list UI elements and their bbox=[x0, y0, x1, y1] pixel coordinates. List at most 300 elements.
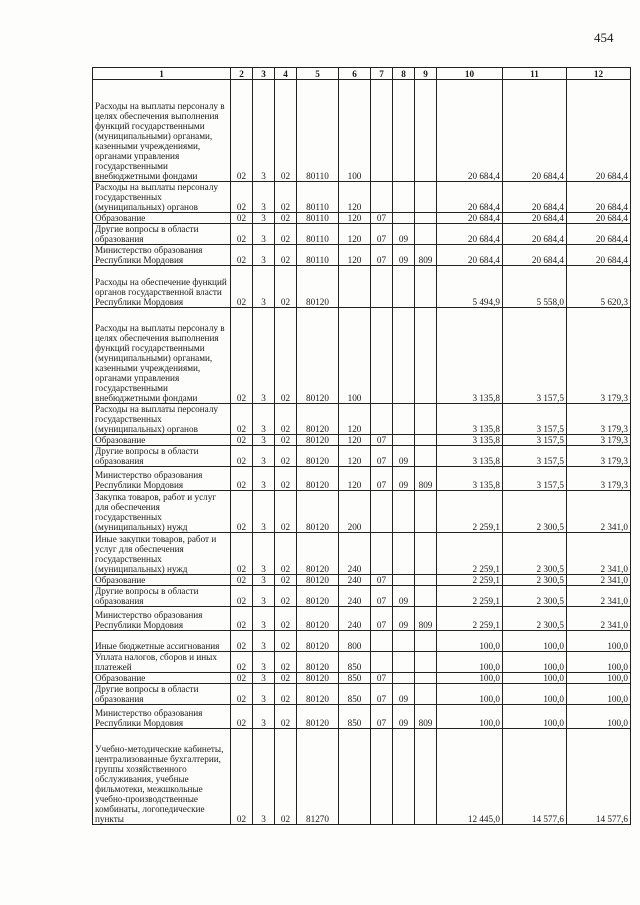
code-cell: 3 bbox=[253, 586, 275, 607]
amount-cell: 100,0 bbox=[437, 631, 503, 652]
code-cell bbox=[393, 182, 415, 213]
row-name-cell: Иные закупки товаров, работ и услуг для обеспечения государственных (муниципальных) нужд bbox=[93, 533, 231, 575]
code-cell bbox=[393, 652, 415, 673]
table-body bbox=[93, 80, 631, 825]
amount-cell: 3 135,8 bbox=[437, 435, 503, 446]
amount-cell: 2 341,0 bbox=[567, 533, 631, 575]
code-cell: 02 bbox=[231, 404, 253, 435]
code-cell: 3 bbox=[253, 575, 275, 586]
code-cell: 02 bbox=[275, 308, 297, 404]
amount-cell: 100,0 bbox=[437, 652, 503, 673]
code-cell: 07 bbox=[371, 684, 393, 705]
code-cell: 02 bbox=[275, 446, 297, 467]
code-cell: 07 bbox=[371, 705, 393, 729]
amount-cell: 20 684,4 bbox=[567, 213, 631, 224]
amount-cell: 20 684,4 bbox=[567, 80, 631, 182]
code-cell bbox=[393, 80, 415, 182]
code-cell: 02 bbox=[275, 705, 297, 729]
code-cell bbox=[415, 435, 437, 446]
code-cell bbox=[415, 586, 437, 607]
code-cell: 240 bbox=[339, 586, 371, 607]
code-cell: 02 bbox=[275, 673, 297, 684]
code-cell bbox=[415, 213, 437, 224]
code-cell bbox=[415, 575, 437, 586]
column-header: 7 bbox=[371, 68, 393, 80]
code-cell: 3 bbox=[253, 467, 275, 491]
amount-cell: 20 684,4 bbox=[437, 213, 503, 224]
code-cell: 09 bbox=[393, 467, 415, 491]
table-row bbox=[93, 404, 631, 435]
code-cell: 02 bbox=[231, 652, 253, 673]
code-cell bbox=[415, 631, 437, 652]
code-cell: 3 bbox=[253, 673, 275, 684]
row-name-cell: Другие вопросы в области образования bbox=[93, 224, 231, 245]
code-cell: 07 bbox=[371, 673, 393, 684]
table-row bbox=[93, 533, 631, 575]
amount-cell: 20 684,4 bbox=[503, 80, 567, 182]
code-cell: 09 bbox=[393, 705, 415, 729]
code-cell: 07 bbox=[371, 245, 393, 266]
code-cell: 02 bbox=[275, 607, 297, 631]
code-cell: 240 bbox=[339, 533, 371, 575]
code-cell: 80120 bbox=[297, 652, 339, 673]
code-cell: 120 bbox=[339, 467, 371, 491]
code-cell: 09 bbox=[393, 607, 415, 631]
amount-cell: 20 684,4 bbox=[567, 182, 631, 213]
amount-cell: 5 558,0 bbox=[503, 266, 567, 308]
code-cell: 809 bbox=[415, 467, 437, 491]
code-cell: 120 bbox=[339, 224, 371, 245]
amount-cell: 2 300,5 bbox=[503, 607, 567, 631]
code-cell: 80120 bbox=[297, 491, 339, 533]
code-cell: 80120 bbox=[297, 446, 339, 467]
code-cell: 02 bbox=[231, 575, 253, 586]
code-cell: 3 bbox=[253, 435, 275, 446]
code-cell: 120 bbox=[339, 404, 371, 435]
column-header: 12 bbox=[567, 68, 631, 80]
budget-table bbox=[92, 67, 631, 825]
code-cell bbox=[393, 533, 415, 575]
code-cell: 3 bbox=[253, 705, 275, 729]
row-name-cell: Другие вопросы в области образования bbox=[93, 446, 231, 467]
code-cell: 3 bbox=[253, 607, 275, 631]
amount-cell: 2 259,1 bbox=[437, 575, 503, 586]
row-name-cell: Министерство образования Республики Мордовия bbox=[93, 705, 231, 729]
code-cell: 02 bbox=[275, 575, 297, 586]
code-cell: 3 bbox=[253, 404, 275, 435]
code-cell: 02 bbox=[231, 491, 253, 533]
amount-cell: 3 157,5 bbox=[503, 308, 567, 404]
code-cell: 809 bbox=[415, 245, 437, 266]
amount-cell: 2 341,0 bbox=[567, 491, 631, 533]
code-cell: 09 bbox=[393, 245, 415, 266]
code-cell: 3 bbox=[253, 80, 275, 182]
code-cell: 200 bbox=[339, 491, 371, 533]
code-cell bbox=[371, 182, 393, 213]
amount-cell: 3 179,3 bbox=[567, 467, 631, 491]
code-cell: 02 bbox=[231, 673, 253, 684]
table-row bbox=[93, 631, 631, 652]
code-cell: 09 bbox=[393, 586, 415, 607]
code-cell bbox=[393, 435, 415, 446]
amount-cell: 3 135,8 bbox=[437, 308, 503, 404]
column-header: 5 bbox=[297, 68, 339, 80]
row-name-cell: Образование bbox=[93, 213, 231, 224]
code-cell: 80120 bbox=[297, 705, 339, 729]
table-row bbox=[93, 586, 631, 607]
code-cell: 80120 bbox=[297, 673, 339, 684]
code-cell bbox=[371, 80, 393, 182]
code-cell: 02 bbox=[231, 684, 253, 705]
code-cell: 809 bbox=[415, 607, 437, 631]
amount-cell: 100,0 bbox=[503, 705, 567, 729]
code-cell: 80120 bbox=[297, 575, 339, 586]
code-cell bbox=[415, 491, 437, 533]
code-cell: 02 bbox=[275, 729, 297, 825]
code-cell bbox=[393, 491, 415, 533]
code-cell bbox=[393, 631, 415, 652]
code-cell: 80120 bbox=[297, 266, 339, 308]
amount-cell: 20 684,4 bbox=[437, 224, 503, 245]
amount-cell: 20 684,4 bbox=[437, 182, 503, 213]
code-cell: 3 bbox=[253, 213, 275, 224]
code-cell: 80110 bbox=[297, 80, 339, 182]
row-name-cell: Министерство образования Республики Мордовия bbox=[93, 607, 231, 631]
row-name-cell: Расходы на обеспечение функций органов государственной власти Республики Мордовия bbox=[93, 266, 231, 308]
row-name-cell: Расходы на выплаты персоналу в целях обеспечения выполнения функций государственными (муниципальными) органами, казенными учреждениями, органами управления государственными внебюджетными фондами bbox=[93, 80, 231, 182]
code-cell bbox=[415, 684, 437, 705]
code-cell bbox=[371, 491, 393, 533]
amount-cell: 20 684,4 bbox=[567, 224, 631, 245]
code-cell: 02 bbox=[275, 245, 297, 266]
row-name-cell: Расходы на выплаты персоналу в целях обеспечения выполнения функций государственными (муниципальными) органами, казенными учреждениями, органами управления государственными внебюджетными фондами bbox=[93, 308, 231, 404]
code-cell bbox=[415, 729, 437, 825]
amount-cell: 14 577,6 bbox=[567, 729, 631, 825]
table-row bbox=[93, 266, 631, 308]
code-cell: 80120 bbox=[297, 404, 339, 435]
amount-cell: 2 259,1 bbox=[437, 607, 503, 631]
table-row bbox=[93, 467, 631, 491]
row-name-cell: Министерство образования Республики Мордовия bbox=[93, 467, 231, 491]
code-cell: 02 bbox=[231, 607, 253, 631]
column-header: 2 bbox=[231, 68, 253, 80]
row-name-cell: Уплата налогов, сборов и иных платежей bbox=[93, 652, 231, 673]
code-cell bbox=[415, 673, 437, 684]
code-cell: 850 bbox=[339, 705, 371, 729]
code-cell bbox=[415, 182, 437, 213]
code-cell bbox=[339, 266, 371, 308]
code-cell: 02 bbox=[231, 631, 253, 652]
table-row bbox=[93, 705, 631, 729]
column-header: 4 bbox=[275, 68, 297, 80]
amount-cell: 12 445,0 bbox=[437, 729, 503, 825]
table-row bbox=[93, 213, 631, 224]
code-cell bbox=[393, 308, 415, 404]
amount-cell: 100,0 bbox=[567, 673, 631, 684]
amount-cell: 3 179,3 bbox=[567, 446, 631, 467]
amount-cell: 2 341,0 bbox=[567, 607, 631, 631]
code-cell: 02 bbox=[275, 435, 297, 446]
amount-cell: 3 135,8 bbox=[437, 446, 503, 467]
amount-cell: 20 684,4 bbox=[503, 224, 567, 245]
code-cell bbox=[415, 308, 437, 404]
code-cell: 240 bbox=[339, 607, 371, 631]
row-name-cell: Образование bbox=[93, 435, 231, 446]
code-cell: 80110 bbox=[297, 245, 339, 266]
table-row bbox=[93, 308, 631, 404]
code-cell bbox=[415, 446, 437, 467]
code-cell: 09 bbox=[393, 224, 415, 245]
code-cell bbox=[415, 533, 437, 575]
amount-cell: 100,0 bbox=[437, 705, 503, 729]
code-cell: 02 bbox=[231, 224, 253, 245]
code-cell: 80120 bbox=[297, 684, 339, 705]
code-cell: 02 bbox=[231, 182, 253, 213]
code-cell: 09 bbox=[393, 684, 415, 705]
code-cell: 07 bbox=[371, 607, 393, 631]
row-name-cell: Другие вопросы в области образования bbox=[93, 586, 231, 607]
code-cell bbox=[393, 729, 415, 825]
table-row bbox=[93, 435, 631, 446]
code-cell bbox=[393, 575, 415, 586]
amount-cell: 3 135,8 bbox=[437, 404, 503, 435]
code-cell bbox=[371, 266, 393, 308]
code-cell: 09 bbox=[393, 446, 415, 467]
code-cell: 800 bbox=[339, 631, 371, 652]
code-cell: 80120 bbox=[297, 435, 339, 446]
table-row bbox=[93, 245, 631, 266]
amount-cell: 20 684,4 bbox=[437, 80, 503, 182]
code-cell: 02 bbox=[275, 533, 297, 575]
page-number: 454 bbox=[594, 30, 614, 45]
code-cell: 3 bbox=[253, 684, 275, 705]
code-cell bbox=[415, 652, 437, 673]
row-name-cell: Министерство образования Республики Мордовия bbox=[93, 245, 231, 266]
code-cell bbox=[371, 729, 393, 825]
code-cell: 07 bbox=[371, 224, 393, 245]
amount-cell: 20 684,4 bbox=[503, 213, 567, 224]
code-cell bbox=[415, 266, 437, 308]
column-header: 6 bbox=[339, 68, 371, 80]
code-cell bbox=[415, 224, 437, 245]
code-cell bbox=[415, 80, 437, 182]
table-row bbox=[93, 607, 631, 631]
amount-cell: 2 300,5 bbox=[503, 586, 567, 607]
code-cell: 07 bbox=[371, 435, 393, 446]
amount-cell: 2 259,1 bbox=[437, 533, 503, 575]
code-cell: 07 bbox=[371, 213, 393, 224]
code-cell: 02 bbox=[231, 533, 253, 575]
code-cell: 850 bbox=[339, 673, 371, 684]
amount-cell: 3 157,5 bbox=[503, 446, 567, 467]
code-cell: 80120 bbox=[297, 533, 339, 575]
code-cell: 3 bbox=[253, 308, 275, 404]
column-header: 10 bbox=[437, 68, 503, 80]
code-cell: 3 bbox=[253, 266, 275, 308]
code-cell bbox=[393, 266, 415, 308]
amount-cell: 100,0 bbox=[567, 684, 631, 705]
amount-cell: 2 300,5 bbox=[503, 575, 567, 586]
amount-cell: 2 341,0 bbox=[567, 586, 631, 607]
amount-cell: 100,0 bbox=[567, 652, 631, 673]
code-cell bbox=[339, 729, 371, 825]
code-cell: 02 bbox=[231, 266, 253, 308]
row-name-cell: Закупка товаров, работ и услуг для обеспечения государственных (муниципальных) нужд bbox=[93, 491, 231, 533]
table-row bbox=[93, 80, 631, 182]
code-cell: 3 bbox=[253, 533, 275, 575]
code-cell: 07 bbox=[371, 467, 393, 491]
code-cell bbox=[393, 673, 415, 684]
code-cell: 02 bbox=[275, 266, 297, 308]
table-row bbox=[93, 652, 631, 673]
table-row bbox=[93, 182, 631, 213]
amount-cell: 100,0 bbox=[503, 652, 567, 673]
amount-cell: 3 157,5 bbox=[503, 435, 567, 446]
code-cell: 3 bbox=[253, 182, 275, 213]
code-cell: 02 bbox=[275, 224, 297, 245]
code-cell: 02 bbox=[275, 684, 297, 705]
code-cell: 02 bbox=[231, 245, 253, 266]
code-cell: 81270 bbox=[297, 729, 339, 825]
amount-cell: 100,0 bbox=[503, 673, 567, 684]
column-header: 3 bbox=[253, 68, 275, 80]
amount-cell: 3 135,8 bbox=[437, 467, 503, 491]
code-cell bbox=[371, 652, 393, 673]
row-name-cell: Иные бюджетные ассигнования bbox=[93, 631, 231, 652]
code-cell: 80110 bbox=[297, 182, 339, 213]
code-cell: 02 bbox=[275, 491, 297, 533]
code-cell: 80110 bbox=[297, 213, 339, 224]
amount-cell: 100,0 bbox=[567, 705, 631, 729]
amount-cell: 20 684,4 bbox=[567, 245, 631, 266]
amount-cell: 14 577,6 bbox=[503, 729, 567, 825]
amount-cell: 100,0 bbox=[567, 631, 631, 652]
code-cell: 02 bbox=[231, 467, 253, 491]
table-row bbox=[93, 446, 631, 467]
code-cell: 100 bbox=[339, 80, 371, 182]
code-cell bbox=[393, 404, 415, 435]
amount-cell: 2 341,0 bbox=[567, 575, 631, 586]
amount-cell: 20 684,4 bbox=[503, 245, 567, 266]
code-cell bbox=[371, 308, 393, 404]
code-cell: 80110 bbox=[297, 224, 339, 245]
code-cell: 02 bbox=[231, 308, 253, 404]
code-cell: 02 bbox=[275, 182, 297, 213]
table-row bbox=[93, 224, 631, 245]
amount-cell: 3 179,3 bbox=[567, 404, 631, 435]
code-cell: 120 bbox=[339, 245, 371, 266]
code-cell: 02 bbox=[275, 467, 297, 491]
code-cell: 120 bbox=[339, 213, 371, 224]
code-cell: 240 bbox=[339, 575, 371, 586]
row-name-cell: Расходы на выплаты персоналу государственных (муниципальных) органов bbox=[93, 182, 231, 213]
code-cell: 02 bbox=[275, 652, 297, 673]
code-cell: 80120 bbox=[297, 586, 339, 607]
row-name-cell: Образование bbox=[93, 575, 231, 586]
code-cell: 80120 bbox=[297, 308, 339, 404]
row-name-cell: Образование bbox=[93, 673, 231, 684]
code-cell: 02 bbox=[231, 586, 253, 607]
table-row bbox=[93, 684, 631, 705]
amount-cell: 100,0 bbox=[503, 631, 567, 652]
code-cell: 02 bbox=[231, 729, 253, 825]
table-row bbox=[93, 575, 631, 586]
code-cell: 850 bbox=[339, 684, 371, 705]
amount-cell: 100,0 bbox=[437, 673, 503, 684]
amount-cell: 100,0 bbox=[437, 684, 503, 705]
row-name-cell: Расходы на выплаты персоналу государственных (муниципальных) органов bbox=[93, 404, 231, 435]
code-cell: 02 bbox=[231, 435, 253, 446]
amount-cell: 2 300,5 bbox=[503, 533, 567, 575]
code-cell: 3 bbox=[253, 729, 275, 825]
code-cell: 02 bbox=[275, 631, 297, 652]
column-header: 1 bbox=[93, 68, 231, 80]
row-name-cell: Учебно-методические кабинеты, централизованные бухгалтерии, группы хозяйственного обслуживания, учебные фильмотеки, межшкольные учебно-производственные комбинаты, логопедические пункты bbox=[93, 729, 231, 825]
code-cell: 02 bbox=[231, 213, 253, 224]
amount-cell: 20 684,4 bbox=[503, 182, 567, 213]
table-row bbox=[93, 673, 631, 684]
code-cell: 02 bbox=[231, 446, 253, 467]
code-cell: 80120 bbox=[297, 467, 339, 491]
amount-cell: 3 179,3 bbox=[567, 308, 631, 404]
amount-cell: 2 259,1 bbox=[437, 586, 503, 607]
amount-cell: 2 259,1 bbox=[437, 491, 503, 533]
amount-cell: 100,0 bbox=[503, 684, 567, 705]
table-row bbox=[93, 491, 631, 533]
amount-cell: 5 620,3 bbox=[567, 266, 631, 308]
column-header: 8 bbox=[393, 68, 415, 80]
code-cell: 3 bbox=[253, 631, 275, 652]
code-cell: 02 bbox=[231, 705, 253, 729]
column-header: 11 bbox=[503, 68, 567, 80]
code-cell: 120 bbox=[339, 182, 371, 213]
code-cell bbox=[371, 631, 393, 652]
amount-cell: 20 684,4 bbox=[437, 245, 503, 266]
code-cell bbox=[371, 533, 393, 575]
table-row bbox=[93, 729, 631, 825]
code-cell bbox=[393, 213, 415, 224]
code-cell: 120 bbox=[339, 435, 371, 446]
code-cell: 3 bbox=[253, 224, 275, 245]
row-name-cell: Другие вопросы в области образования bbox=[93, 684, 231, 705]
code-cell: 02 bbox=[275, 404, 297, 435]
column-header: 9 bbox=[415, 68, 437, 80]
header-row bbox=[93, 68, 631, 80]
code-cell: 3 bbox=[253, 446, 275, 467]
code-cell: 07 bbox=[371, 575, 393, 586]
code-cell: 809 bbox=[415, 705, 437, 729]
amount-cell: 3 157,5 bbox=[503, 404, 567, 435]
code-cell: 3 bbox=[253, 245, 275, 266]
code-cell bbox=[415, 404, 437, 435]
code-cell: 07 bbox=[371, 446, 393, 467]
code-cell: 02 bbox=[275, 586, 297, 607]
amount-cell: 2 300,5 bbox=[503, 491, 567, 533]
code-cell: 02 bbox=[275, 213, 297, 224]
code-cell: 02 bbox=[231, 80, 253, 182]
code-cell bbox=[371, 404, 393, 435]
code-cell: 07 bbox=[371, 586, 393, 607]
code-cell: 100 bbox=[339, 308, 371, 404]
amount-cell: 3 179,3 bbox=[567, 435, 631, 446]
code-cell: 850 bbox=[339, 652, 371, 673]
code-cell: 80120 bbox=[297, 631, 339, 652]
code-cell: 80120 bbox=[297, 607, 339, 631]
amount-cell: 5 494,9 bbox=[437, 266, 503, 308]
code-cell: 3 bbox=[253, 491, 275, 533]
code-cell: 02 bbox=[275, 80, 297, 182]
code-cell: 120 bbox=[339, 446, 371, 467]
